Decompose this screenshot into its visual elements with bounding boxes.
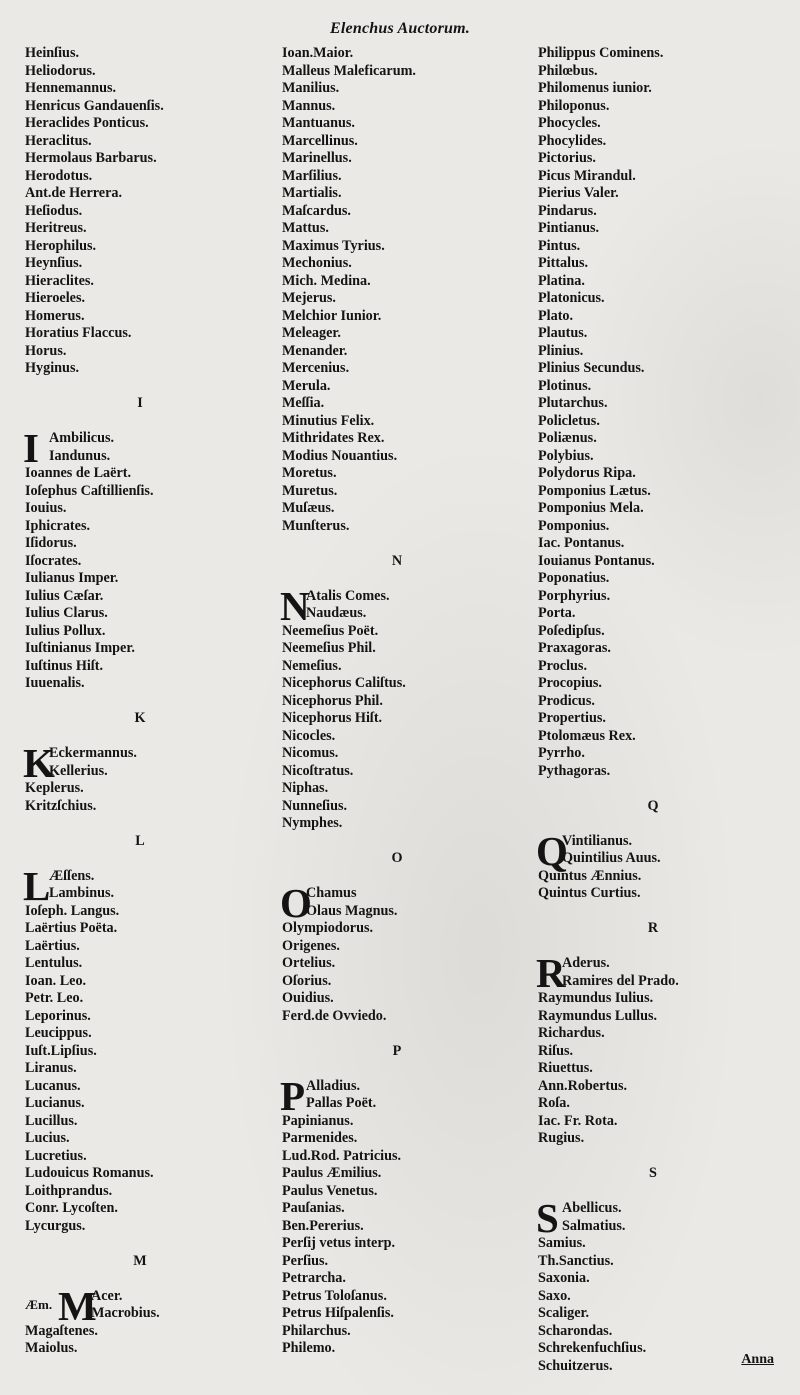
author-entry: Th.Sanctius. bbox=[538, 1252, 614, 1269]
drop-cap-letter: I bbox=[23, 425, 39, 471]
author-entry: Polydorus Ripa. bbox=[538, 465, 636, 481]
author-entry: Raymundus Lullus. bbox=[538, 1007, 658, 1024]
author-entry: Pomponius Mela. bbox=[538, 500, 644, 516]
blank-line bbox=[282, 868, 532, 886]
author-entry: Iandunus. bbox=[49, 447, 111, 464]
author-entry: Merula. bbox=[282, 377, 331, 394]
author-entry: Paulus Æmilius. bbox=[282, 1165, 382, 1181]
author-entry: Iuſtinus Hiſt. bbox=[25, 657, 104, 674]
blank-line bbox=[538, 938, 788, 956]
author-entry: Martialis. bbox=[282, 185, 342, 201]
author-entry: Ouidius. bbox=[282, 990, 334, 1006]
author-entry: Parmenides. bbox=[282, 1130, 358, 1146]
blank-line bbox=[282, 570, 532, 588]
author-entry: Saxo. bbox=[538, 1287, 571, 1304]
author-entry: Mantuanus. bbox=[282, 115, 355, 131]
author-entry: Mithridates Rex. bbox=[282, 430, 385, 446]
author-entry: Mattus. bbox=[282, 220, 329, 236]
author-entry: Quintus Curtius. bbox=[538, 885, 641, 901]
drop-cap-letter: P bbox=[280, 1072, 306, 1119]
author-entry: Iſidorus. bbox=[25, 535, 77, 551]
author-entry: Riuettus. bbox=[538, 1060, 593, 1076]
author-entry: Modius Nouantius. bbox=[282, 447, 398, 464]
drop-cap-lines bbox=[306, 885, 397, 920]
author-entry: Philippus Cominens. bbox=[538, 45, 664, 61]
author-entry: Magaſtenes. bbox=[25, 1322, 98, 1339]
author-entry: Hyginus. bbox=[25, 360, 80, 376]
author-entry: Laërtius. bbox=[25, 937, 80, 954]
author-entry: Marcellinus. bbox=[282, 132, 358, 149]
author-entry: Ant.de Herrera. bbox=[25, 185, 123, 201]
author-entry: Menander. bbox=[282, 342, 348, 359]
author-entry: Nicephorus Phil. bbox=[282, 692, 383, 709]
author-entry: Lucanus. bbox=[25, 1077, 81, 1094]
author-entry: Lucianus. bbox=[25, 1095, 85, 1111]
author-entry: Lucillus. bbox=[25, 1112, 78, 1129]
blank-line bbox=[538, 903, 788, 921]
author-entry: Heſiodus. bbox=[25, 202, 83, 219]
author-entry: Ioan. Leo. bbox=[25, 972, 87, 989]
author-entry: Iac. Fr. Rota. bbox=[538, 1112, 618, 1129]
author-entry: Lucretius. bbox=[25, 1147, 87, 1164]
drop-cap-letter: R bbox=[536, 950, 566, 996]
author-entry: Perſius. bbox=[282, 1252, 329, 1269]
author-entry: Petrus Toloſanus. bbox=[282, 1287, 387, 1304]
author-entry: Herophilus. bbox=[25, 237, 97, 254]
author-entry: Petr. Leo. bbox=[25, 990, 84, 1006]
author-entry: Olympiodorus. bbox=[282, 920, 374, 936]
author-entry: Homerus. bbox=[25, 307, 85, 324]
author-entry: Mercenius. bbox=[282, 360, 350, 376]
author-entry: Chamus bbox=[306, 885, 357, 901]
author-entry: Herodotus. bbox=[25, 167, 93, 184]
author-entry: Scaliger. bbox=[538, 1305, 590, 1321]
author-entry: Ioan.Maior. bbox=[282, 45, 354, 61]
author-entry: Plautus. bbox=[538, 325, 588, 341]
author-entry: Riſus. bbox=[538, 1042, 574, 1059]
blank-line bbox=[25, 413, 275, 431]
author-entry: Pauſanias. bbox=[282, 1200, 345, 1216]
section-letter-heading: M bbox=[133, 1252, 147, 1269]
drop-cap-lines bbox=[49, 430, 114, 465]
author-entry: Nymphes. bbox=[282, 815, 343, 831]
author-entry: Pomponius. bbox=[538, 517, 610, 534]
drop-cap-lines bbox=[49, 868, 114, 903]
author-entry: Hennemannus. bbox=[25, 80, 117, 96]
section-letter-heading: K bbox=[134, 710, 146, 726]
drop-cap-lines bbox=[562, 955, 679, 990]
author-entry: Conr. Lycoſten. bbox=[25, 1200, 118, 1216]
author-entry: Iſocrates. bbox=[25, 552, 82, 569]
author-entry: Porta. bbox=[538, 605, 576, 621]
author-entry: Heritreus. bbox=[25, 220, 87, 236]
author-entry: Malleus Maleficarum. bbox=[282, 62, 416, 79]
drop-cap-entry bbox=[23, 862, 275, 909]
author-entry: Phocycles. bbox=[538, 115, 601, 131]
author-entry: Ortelius. bbox=[282, 955, 336, 971]
author-entry: Petrarcha. bbox=[282, 1270, 346, 1286]
author-entry: Hermolaus Barbarus. bbox=[25, 150, 157, 166]
author-entry: Heraclitus. bbox=[25, 132, 92, 149]
author-entry: Saxonia. bbox=[538, 1270, 590, 1286]
author-entry: Oſorius. bbox=[282, 972, 332, 989]
author-entry: Phocylides. bbox=[538, 132, 607, 149]
author-entry: Paulus Venetus. bbox=[282, 1182, 378, 1199]
author-entry: Prodicus. bbox=[538, 692, 595, 709]
author-entry: Naudæus. bbox=[306, 605, 367, 621]
author-entry: Nicephorus Hiſt. bbox=[282, 710, 383, 726]
author-entry: Policletus. bbox=[538, 412, 600, 429]
author-entry: Ambilicus. bbox=[49, 430, 115, 446]
blank-line bbox=[538, 815, 788, 833]
author-entry: Procopius. bbox=[538, 675, 602, 691]
author-entry: Propertius. bbox=[538, 710, 606, 726]
author-entry: Samius. bbox=[538, 1235, 586, 1251]
drop-cap-entry bbox=[280, 582, 532, 629]
author-entry: Raymundus Iulius. bbox=[538, 990, 654, 1006]
author-entry: Abellicus. bbox=[562, 1200, 622, 1216]
author-entry: Rugius. bbox=[538, 1130, 585, 1146]
author-entry: Pomponius Lætus. bbox=[538, 482, 651, 499]
section-letter-heading: S bbox=[649, 1165, 657, 1181]
author-entry: Heliodorus. bbox=[25, 62, 96, 79]
author-entry: Marſilius. bbox=[282, 167, 342, 184]
blank-line bbox=[282, 1025, 532, 1043]
author-entry: Maximus Tyrius. bbox=[282, 237, 385, 254]
drop-cap-letter: S bbox=[536, 1195, 559, 1241]
author-entry: Horatius Flaccus. bbox=[25, 325, 132, 341]
author-entry: Poſedipſus. bbox=[538, 622, 605, 639]
blank-line bbox=[25, 815, 275, 833]
author-entry: Leporinus. bbox=[25, 1007, 91, 1024]
author-entry: Lambinus. bbox=[49, 885, 115, 901]
author-entry: Niphas. bbox=[282, 780, 329, 796]
section-letter-heading: R bbox=[647, 920, 659, 936]
author-entry: Pindarus. bbox=[538, 202, 597, 219]
author-entry: Lycurgus. bbox=[25, 1217, 86, 1234]
section-letter-heading: L bbox=[135, 832, 145, 849]
section-letter-heading: Q bbox=[647, 797, 659, 814]
drop-cap-entry bbox=[536, 1195, 788, 1241]
author-entry: Kellerius. bbox=[49, 762, 108, 779]
author-entry: Moretus. bbox=[282, 465, 337, 481]
blank-line bbox=[538, 780, 788, 798]
author-entry: Ioannes de Laërt. bbox=[25, 465, 132, 481]
author-entry: Pictorius. bbox=[538, 150, 596, 166]
author-entry: Quintilius Auus. bbox=[562, 850, 661, 866]
column-3 bbox=[538, 45, 788, 1375]
author-entry: Muſæus. bbox=[282, 500, 335, 516]
author-entry: Meleager. bbox=[282, 325, 341, 341]
author-entry: Polybius. bbox=[538, 447, 594, 464]
author-entry: Salmatius. bbox=[562, 1217, 626, 1234]
drop-cap-entry bbox=[25, 1282, 275, 1329]
author-entry: Schuitzerus. bbox=[538, 1357, 613, 1374]
section-letter-heading: I bbox=[137, 395, 143, 411]
author-entry: Heraclides Ponticus. bbox=[25, 115, 149, 131]
section-letter-heading: O bbox=[391, 850, 403, 866]
author-entry: Neemeſius Poët. bbox=[282, 622, 379, 639]
author-entry: Iulius Clarus. bbox=[25, 605, 108, 621]
author-entry: Poponatius. bbox=[538, 570, 610, 586]
author-entry: Aderus. bbox=[562, 955, 610, 971]
author-entry: Maſcardus. bbox=[282, 202, 351, 219]
author-entry: Plinius. bbox=[538, 342, 584, 359]
author-entry: Ramires del Prado. bbox=[562, 972, 679, 989]
author-entry: Mannus. bbox=[282, 97, 336, 114]
author-entry: Eckermannus. bbox=[49, 745, 137, 761]
author-entry: Lucius. bbox=[25, 1130, 70, 1146]
drop-cap-entry bbox=[536, 827, 788, 874]
author-entry: Mechonius. bbox=[282, 255, 352, 271]
author-entry: Schrekenfuchſius. bbox=[538, 1340, 647, 1356]
blank-line bbox=[25, 1235, 275, 1253]
author-entry: Olaus Magnus. bbox=[306, 902, 398, 919]
drop-cap-entry bbox=[23, 740, 275, 786]
author-entry: Philoponus. bbox=[538, 97, 610, 114]
page-header: Elenchus Auctorum. bbox=[330, 20, 470, 37]
author-entry: Iulius Cæſar. bbox=[25, 587, 104, 604]
author-entry: Pyrrho. bbox=[538, 745, 585, 761]
author-entry: Iuuenalis. bbox=[25, 675, 85, 691]
author-entry: Philemo. bbox=[282, 1340, 336, 1356]
blank-line bbox=[25, 693, 275, 711]
author-entry: Kritzſchius. bbox=[25, 797, 97, 814]
author-entry: Marinellus. bbox=[282, 150, 352, 166]
author-entry: Vintilianus. bbox=[562, 832, 633, 849]
blank-line bbox=[538, 1183, 788, 1201]
author-entry: Macrobius. bbox=[91, 1305, 160, 1321]
author-entry: Perſij vetus interp. bbox=[282, 1235, 396, 1251]
drop-cap-letter: L bbox=[23, 862, 51, 909]
author-entry: Laërtius Poëta. bbox=[25, 920, 118, 936]
blank-line bbox=[25, 850, 275, 868]
author-entry: Ben.Pererius. bbox=[282, 1217, 364, 1234]
author-entry: Ioſephus Caſtillienſis. bbox=[25, 482, 154, 499]
author-entry: Petrus Hiſpalenſis. bbox=[282, 1305, 394, 1321]
author-entry: Nemeſius. bbox=[282, 657, 342, 674]
author-entry: Richardus. bbox=[538, 1025, 605, 1041]
author-entry: Pierius Valer. bbox=[538, 185, 619, 201]
author-entry: Pintus. bbox=[538, 237, 581, 254]
author-entry: Platonicus. bbox=[538, 290, 605, 306]
author-entry: Alladius. bbox=[306, 1077, 361, 1094]
author-entry: Philœbus. bbox=[538, 62, 598, 79]
author-entry: Heynſius. bbox=[25, 255, 83, 271]
blank-line bbox=[538, 1148, 788, 1166]
drop-cap-entry bbox=[280, 880, 532, 926]
author-entry: Plato. bbox=[538, 307, 574, 324]
author-entry: Atalis Comes. bbox=[306, 587, 390, 604]
author-entry: Iphicrates. bbox=[25, 517, 91, 534]
author-entry: Iuſtinianus Imper. bbox=[25, 640, 135, 656]
author-entry: Meſſia. bbox=[282, 395, 325, 411]
drop-cap-entry bbox=[536, 950, 788, 996]
author-entry: Hieraclites. bbox=[25, 272, 94, 289]
drop-cap-letter: Q bbox=[536, 827, 568, 874]
author-entry: Pittalus. bbox=[538, 255, 589, 271]
author-entry: Quintus Ænnius. bbox=[538, 867, 642, 884]
author-entry: Iouius. bbox=[25, 500, 67, 516]
section-letter-heading: N bbox=[391, 552, 403, 569]
author-entry: Porphyrius. bbox=[538, 587, 611, 604]
author-entry: Pintianus. bbox=[538, 220, 600, 236]
author-entry: Ptolomæus Rex. bbox=[538, 727, 636, 744]
entry-prefix: Æm. bbox=[25, 1296, 53, 1312]
drop-cap-letter: O bbox=[280, 880, 312, 926]
drop-cap-entry bbox=[280, 1072, 532, 1119]
author-entry: Poliænus. bbox=[538, 430, 597, 446]
drop-cap-lines bbox=[562, 1200, 625, 1235]
author-entry: Horus. bbox=[25, 342, 67, 359]
author-entry: Proclus. bbox=[538, 657, 587, 674]
author-entry: Origenes. bbox=[282, 937, 340, 954]
author-entry: Ann.Robertus. bbox=[538, 1077, 628, 1094]
author-entry: Ludouicus Romanus. bbox=[25, 1165, 154, 1181]
author-entry: Ioſeph. Langus. bbox=[25, 902, 120, 919]
author-entry: Pythagoras. bbox=[538, 762, 611, 779]
author-entry: Heinſius. bbox=[25, 45, 80, 61]
author-entry: Melchior Iunior. bbox=[282, 307, 382, 324]
author-entry: Iulius Pollux. bbox=[25, 622, 106, 639]
drop-cap-letter: N bbox=[280, 582, 310, 629]
blank-line bbox=[282, 1060, 532, 1078]
author-entry: Philomenus iunior. bbox=[538, 80, 652, 96]
author-entry: Plutarchus. bbox=[538, 395, 608, 411]
section-letter-heading: P bbox=[392, 1042, 402, 1059]
author-entry: Manilius. bbox=[282, 80, 340, 96]
author-entry: Maiolus. bbox=[25, 1340, 78, 1356]
author-entry: Acer. bbox=[91, 1287, 123, 1304]
author-entry: Leucippus. bbox=[25, 1025, 92, 1041]
author-entry: Nicomus. bbox=[282, 745, 339, 761]
author-entry: Praxagoras. bbox=[538, 640, 611, 656]
blank-line bbox=[282, 535, 532, 553]
author-entry: Nicephorus Caliſtus. bbox=[282, 675, 406, 691]
author-entry: Minutius Felix. bbox=[282, 412, 375, 429]
author-entry: Mejerus. bbox=[282, 290, 336, 306]
author-entry: Mich. Medina. bbox=[282, 272, 371, 289]
author-entry: Muretus. bbox=[282, 482, 338, 499]
author-entry: Nicoſtratus. bbox=[282, 762, 354, 779]
drop-cap-lines bbox=[562, 833, 661, 868]
blank-line bbox=[25, 378, 275, 396]
author-entry: Platina. bbox=[538, 272, 585, 289]
blank-line bbox=[282, 833, 532, 851]
author-entry: Iuſt.Lipſius. bbox=[25, 1042, 97, 1059]
author-entry: Hieroeles. bbox=[25, 290, 86, 306]
author-entry: Philarchus. bbox=[282, 1322, 351, 1339]
author-entry: Papinianus. bbox=[282, 1112, 354, 1129]
author-entry: Munſterus. bbox=[282, 517, 350, 534]
catchword: Anna bbox=[741, 1352, 774, 1367]
author-entry: Liranus. bbox=[25, 1060, 77, 1076]
author-entry: Picus Mirandul. bbox=[538, 167, 636, 184]
author-entry: Plinius Secundus. bbox=[538, 360, 645, 376]
author-entry: Keplerus. bbox=[25, 780, 84, 796]
author-entry: Ferd.de Ovviedo. bbox=[282, 1007, 387, 1024]
drop-cap-lines bbox=[49, 745, 137, 780]
author-entry: Lentulus. bbox=[25, 955, 83, 971]
author-entry: Iac. Pontanus. bbox=[538, 535, 625, 551]
column-2 bbox=[282, 45, 532, 1358]
drop-cap-lines bbox=[91, 1288, 160, 1323]
author-entry: Plotinus. bbox=[538, 377, 592, 394]
author-entry: Pallas Poët. bbox=[306, 1095, 377, 1111]
author-entry: Nunneſius. bbox=[282, 797, 348, 814]
author-entry: Henricus Gandauenſis. bbox=[25, 97, 164, 114]
drop-cap-lines bbox=[306, 1078, 376, 1113]
drop-cap-letter: M bbox=[58, 1282, 97, 1329]
author-entry: Lud.Rod. Patricius. bbox=[282, 1147, 402, 1164]
blank-line bbox=[25, 728, 275, 746]
author-entry: Iouianus Pontanus. bbox=[538, 552, 655, 569]
author-entry: Roſa. bbox=[538, 1095, 570, 1111]
column-1 bbox=[25, 45, 275, 1358]
author-entry: Nicocles. bbox=[282, 727, 336, 744]
author-entry: Loithprandus. bbox=[25, 1182, 113, 1199]
drop-cap-lines bbox=[306, 588, 390, 623]
drop-cap-letter: K bbox=[23, 740, 55, 786]
author-entry: Scharondas. bbox=[538, 1322, 613, 1339]
drop-cap-entry bbox=[23, 425, 275, 471]
author-entry: Iulianus Imper. bbox=[25, 570, 119, 586]
author-entry: Neemeſius Phil. bbox=[282, 640, 376, 656]
author-entry: Æſſens. bbox=[49, 867, 95, 884]
